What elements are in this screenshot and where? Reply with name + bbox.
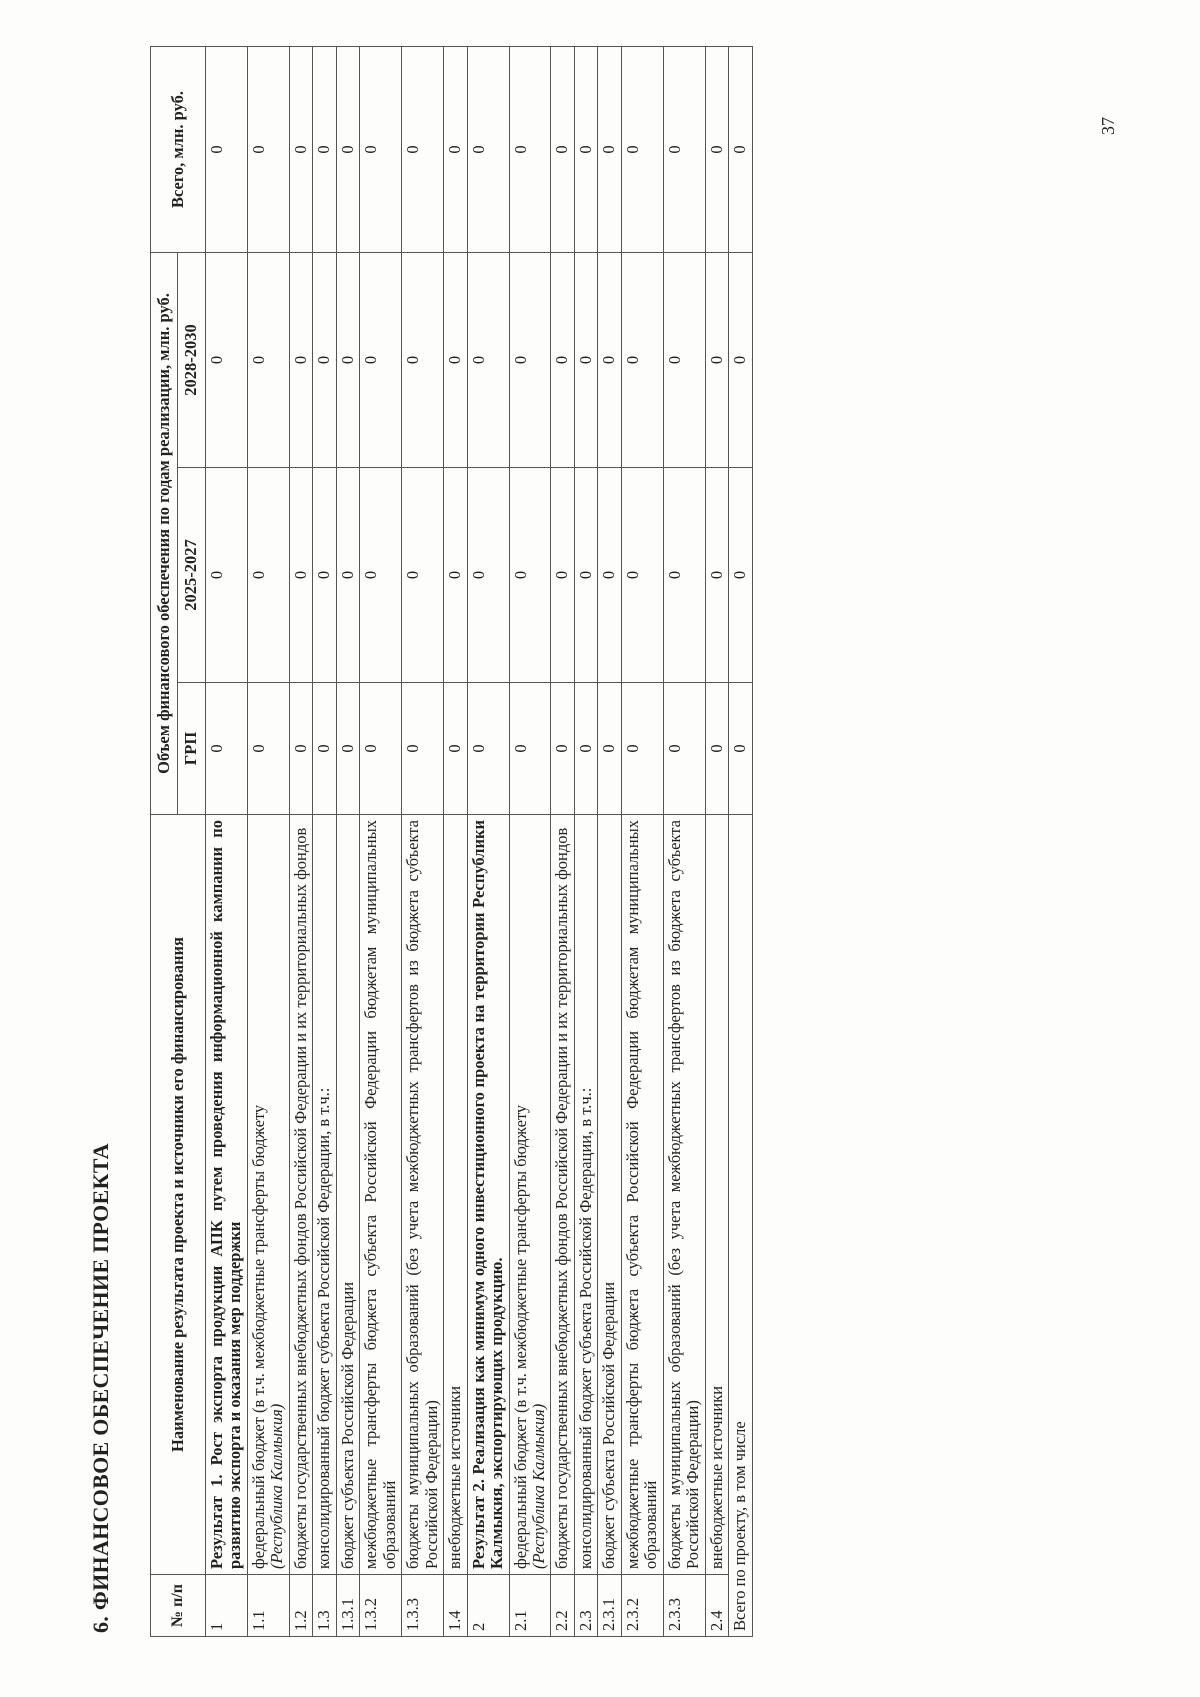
row-value-2025-2027: 0 (551, 468, 574, 683)
row-value-total: 0 (402, 47, 444, 253)
header-num: № п/п (151, 1575, 206, 1637)
row-value-2025-2027: 0 (205, 468, 247, 683)
table-row (663, 47, 705, 1637)
row-value-grp: 0 (574, 683, 597, 815)
row-value-grp: 0 (402, 683, 444, 815)
row-name: бюджеты муниципальных образований (без учета межбюджетных трансфертов из бюджета субъекта Российской Федерации) (663, 815, 705, 1575)
row-value-grp: 0 (467, 683, 509, 815)
row-num: 2.2 (551, 1575, 574, 1637)
row-name-note: (Республика Калмыкия) (528, 1403, 548, 1569)
row-value-total: 0 (574, 47, 597, 253)
row-num: 2.3.1 (598, 1575, 621, 1637)
row-value-total: 0 (467, 47, 509, 253)
row-name: межбюджетные трансферты бюджета субъекта Российской Федерации бюджетам муниципальных образований (360, 815, 402, 1575)
table-row (360, 47, 402, 1637)
table-row (444, 47, 467, 1637)
row-num: 1.3.2 (360, 1575, 402, 1637)
row-name-cell (509, 815, 551, 1575)
table-row (705, 47, 728, 1637)
row-num: 1.1 (247, 1575, 289, 1637)
row-value-2025-2027: 0 (509, 468, 551, 683)
row-value-2028-2030: 0 (574, 253, 597, 468)
row-value-2025-2027: 0 (402, 468, 444, 683)
table-row (247, 47, 289, 1637)
total-row (729, 47, 752, 1637)
row-num: 2.3 (574, 1575, 597, 1637)
row-value-2025-2027: 0 (360, 468, 402, 683)
row-value-total: 0 (663, 47, 705, 253)
row-value-2025-2027: 0 (598, 468, 621, 683)
row-value-total: 0 (289, 47, 312, 253)
total-value-total: 0 (729, 47, 752, 253)
table-row (509, 47, 551, 1637)
row-value-2028-2030: 0 (509, 253, 551, 468)
row-value-total: 0 (598, 47, 621, 253)
table-row (574, 47, 597, 1637)
table-body (205, 47, 752, 1637)
row-value-grp: 0 (705, 683, 728, 815)
row-value-total: 0 (313, 47, 336, 253)
row-value-grp: 0 (289, 683, 312, 815)
row-num: 1.3.1 (336, 1575, 359, 1637)
financing-table (150, 46, 753, 1637)
header-funding-group: Объем финансового обеспечения по годам реализации, млн. руб. (151, 253, 178, 815)
table-row (551, 47, 574, 1637)
row-value-grp: 0 (313, 683, 336, 815)
row-name: Результат 2. Реализация как минимум одного инвестиционного проекта на территории Республики Калмыкия, экспортирующих продукцию. (467, 815, 509, 1575)
row-value-2028-2030: 0 (360, 253, 402, 468)
row-value-grp: 0 (551, 683, 574, 815)
row-value-grp: 0 (205, 683, 247, 815)
row-value-2028-2030: 0 (467, 253, 509, 468)
row-num: 2 (467, 1575, 509, 1637)
row-name: федеральный бюджет (в т.ч. межбюджетные трансферты бюджету (510, 1104, 530, 1569)
total-value-2028-2030: 0 (729, 253, 752, 468)
table-row (313, 47, 336, 1637)
row-value-2025-2027: 0 (336, 468, 359, 683)
row-name: бюджеты государственных внебюджетных фондов Российской Федерации и их территориальных фондов (289, 815, 312, 1575)
row-value-grp: 0 (598, 683, 621, 815)
row-name: внебюджетные источники (444, 815, 467, 1575)
row-value-2028-2030: 0 (598, 253, 621, 468)
row-value-2028-2030: 0 (551, 253, 574, 468)
header-total: Всего, млн. руб. (151, 47, 206, 253)
row-name: бюджет субъекта Российской Федерации (598, 815, 621, 1575)
row-value-total: 0 (509, 47, 551, 253)
row-num: 1.2 (289, 1575, 312, 1637)
row-num: 1.4 (444, 1575, 467, 1637)
total-value-2025-2027: 0 (729, 468, 752, 683)
row-value-2028-2030: 0 (247, 253, 289, 468)
row-name: бюджеты государственных внебюджетных фондов Российской Федерации и их территориальных фондов (551, 815, 574, 1575)
page-number: 37 (1098, 117, 1118, 135)
row-name: консолидированный бюджет субъекта Российской Федерации, в т.ч.: (574, 815, 597, 1575)
row-value-2028-2030: 0 (444, 253, 467, 468)
table-row (402, 47, 444, 1637)
row-name: бюджет субъекта Российской Федерации (336, 815, 359, 1575)
row-value-2025-2027: 0 (705, 468, 728, 683)
page-title: 6. ФИНАНСОВОЕ ОБЕСПЕЧЕНИЕ ПРОЕКТА (88, 1143, 113, 1633)
row-value-2028-2030: 0 (402, 253, 444, 468)
row-name: Результат 1. Рост экспорта продукции АПК путем проведения информационной кампании по развитию экспорта и оказания мер поддержки (205, 815, 247, 1575)
row-value-2025-2027: 0 (444, 468, 467, 683)
row-num: 2.1 (509, 1575, 551, 1637)
row-value-total: 0 (205, 47, 247, 253)
row-num: 1.3 (313, 1575, 336, 1637)
row-name: внебюджетные источники (705, 815, 728, 1575)
table-header-row (151, 47, 178, 1637)
header-name: Наименование результата проекта и источники его финансирования (151, 815, 206, 1575)
row-value-2025-2027: 0 (247, 468, 289, 683)
row-name-cell (247, 815, 289, 1575)
header-year-2025-2027: 2025-2027 (178, 468, 205, 683)
total-value-grp: 0 (729, 683, 752, 815)
row-value-total: 0 (551, 47, 574, 253)
row-value-grp: 0 (621, 683, 663, 815)
row-value-2028-2030: 0 (705, 253, 728, 468)
row-name: бюджеты муниципальных образований (без учета межбюджетных трансфертов из бюджета субъекта Российской Федерации) (402, 815, 444, 1575)
row-value-total: 0 (444, 47, 467, 253)
row-value-total: 0 (336, 47, 359, 253)
row-value-2028-2030: 0 (663, 253, 705, 468)
row-value-2028-2030: 0 (336, 253, 359, 468)
table-row (598, 47, 621, 1637)
row-num: 1 (205, 1575, 247, 1637)
row-value-2025-2027: 0 (313, 468, 336, 683)
header-year-grp: ГРП (178, 683, 205, 815)
table-row (205, 47, 247, 1637)
row-value-2028-2030: 0 (621, 253, 663, 468)
row-value-2028-2030: 0 (289, 253, 312, 468)
total-row-label: Всего по проекту, в том числе (729, 815, 752, 1637)
row-value-2025-2027: 0 (574, 468, 597, 683)
row-value-2025-2027: 0 (289, 468, 312, 683)
row-name: федеральный бюджет (в т.ч. межбюджетные трансферты бюджету (248, 1104, 268, 1569)
row-value-grp: 0 (509, 683, 551, 815)
row-num: 2.3.3 (663, 1575, 705, 1637)
row-num: 2.3.2 (621, 1575, 663, 1637)
row-value-2025-2027: 0 (621, 468, 663, 683)
row-value-total: 0 (247, 47, 289, 253)
row-value-2028-2030: 0 (313, 253, 336, 468)
row-value-2025-2027: 0 (663, 468, 705, 683)
table-row (289, 47, 312, 1637)
table-row (467, 47, 509, 1637)
row-name-note: (Республика Калмыкия) (267, 1403, 287, 1569)
row-value-grp: 0 (444, 683, 467, 815)
row-value-2025-2027: 0 (467, 468, 509, 683)
table-row (336, 47, 359, 1637)
row-name: консолидированный бюджет субъекта Российской Федерации, в т.ч.: (313, 815, 336, 1575)
row-value-grp: 0 (336, 683, 359, 815)
row-name: межбюджетные трансферты бюджета субъекта Российской Федерации бюджетам муниципальных образований (621, 815, 663, 1575)
row-num: 2.4 (705, 1575, 728, 1637)
row-value-total: 0 (705, 47, 728, 253)
row-value-2028-2030: 0 (205, 253, 247, 468)
row-value-grp: 0 (247, 683, 289, 815)
table-row (621, 47, 663, 1637)
row-num: 1.3.3 (402, 1575, 444, 1637)
row-value-grp: 0 (663, 683, 705, 815)
header-year-2028-2030: 2028-2030 (178, 253, 205, 468)
row-value-total: 0 (360, 47, 402, 253)
row-value-grp: 0 (360, 683, 402, 815)
row-value-total: 0 (621, 47, 663, 253)
